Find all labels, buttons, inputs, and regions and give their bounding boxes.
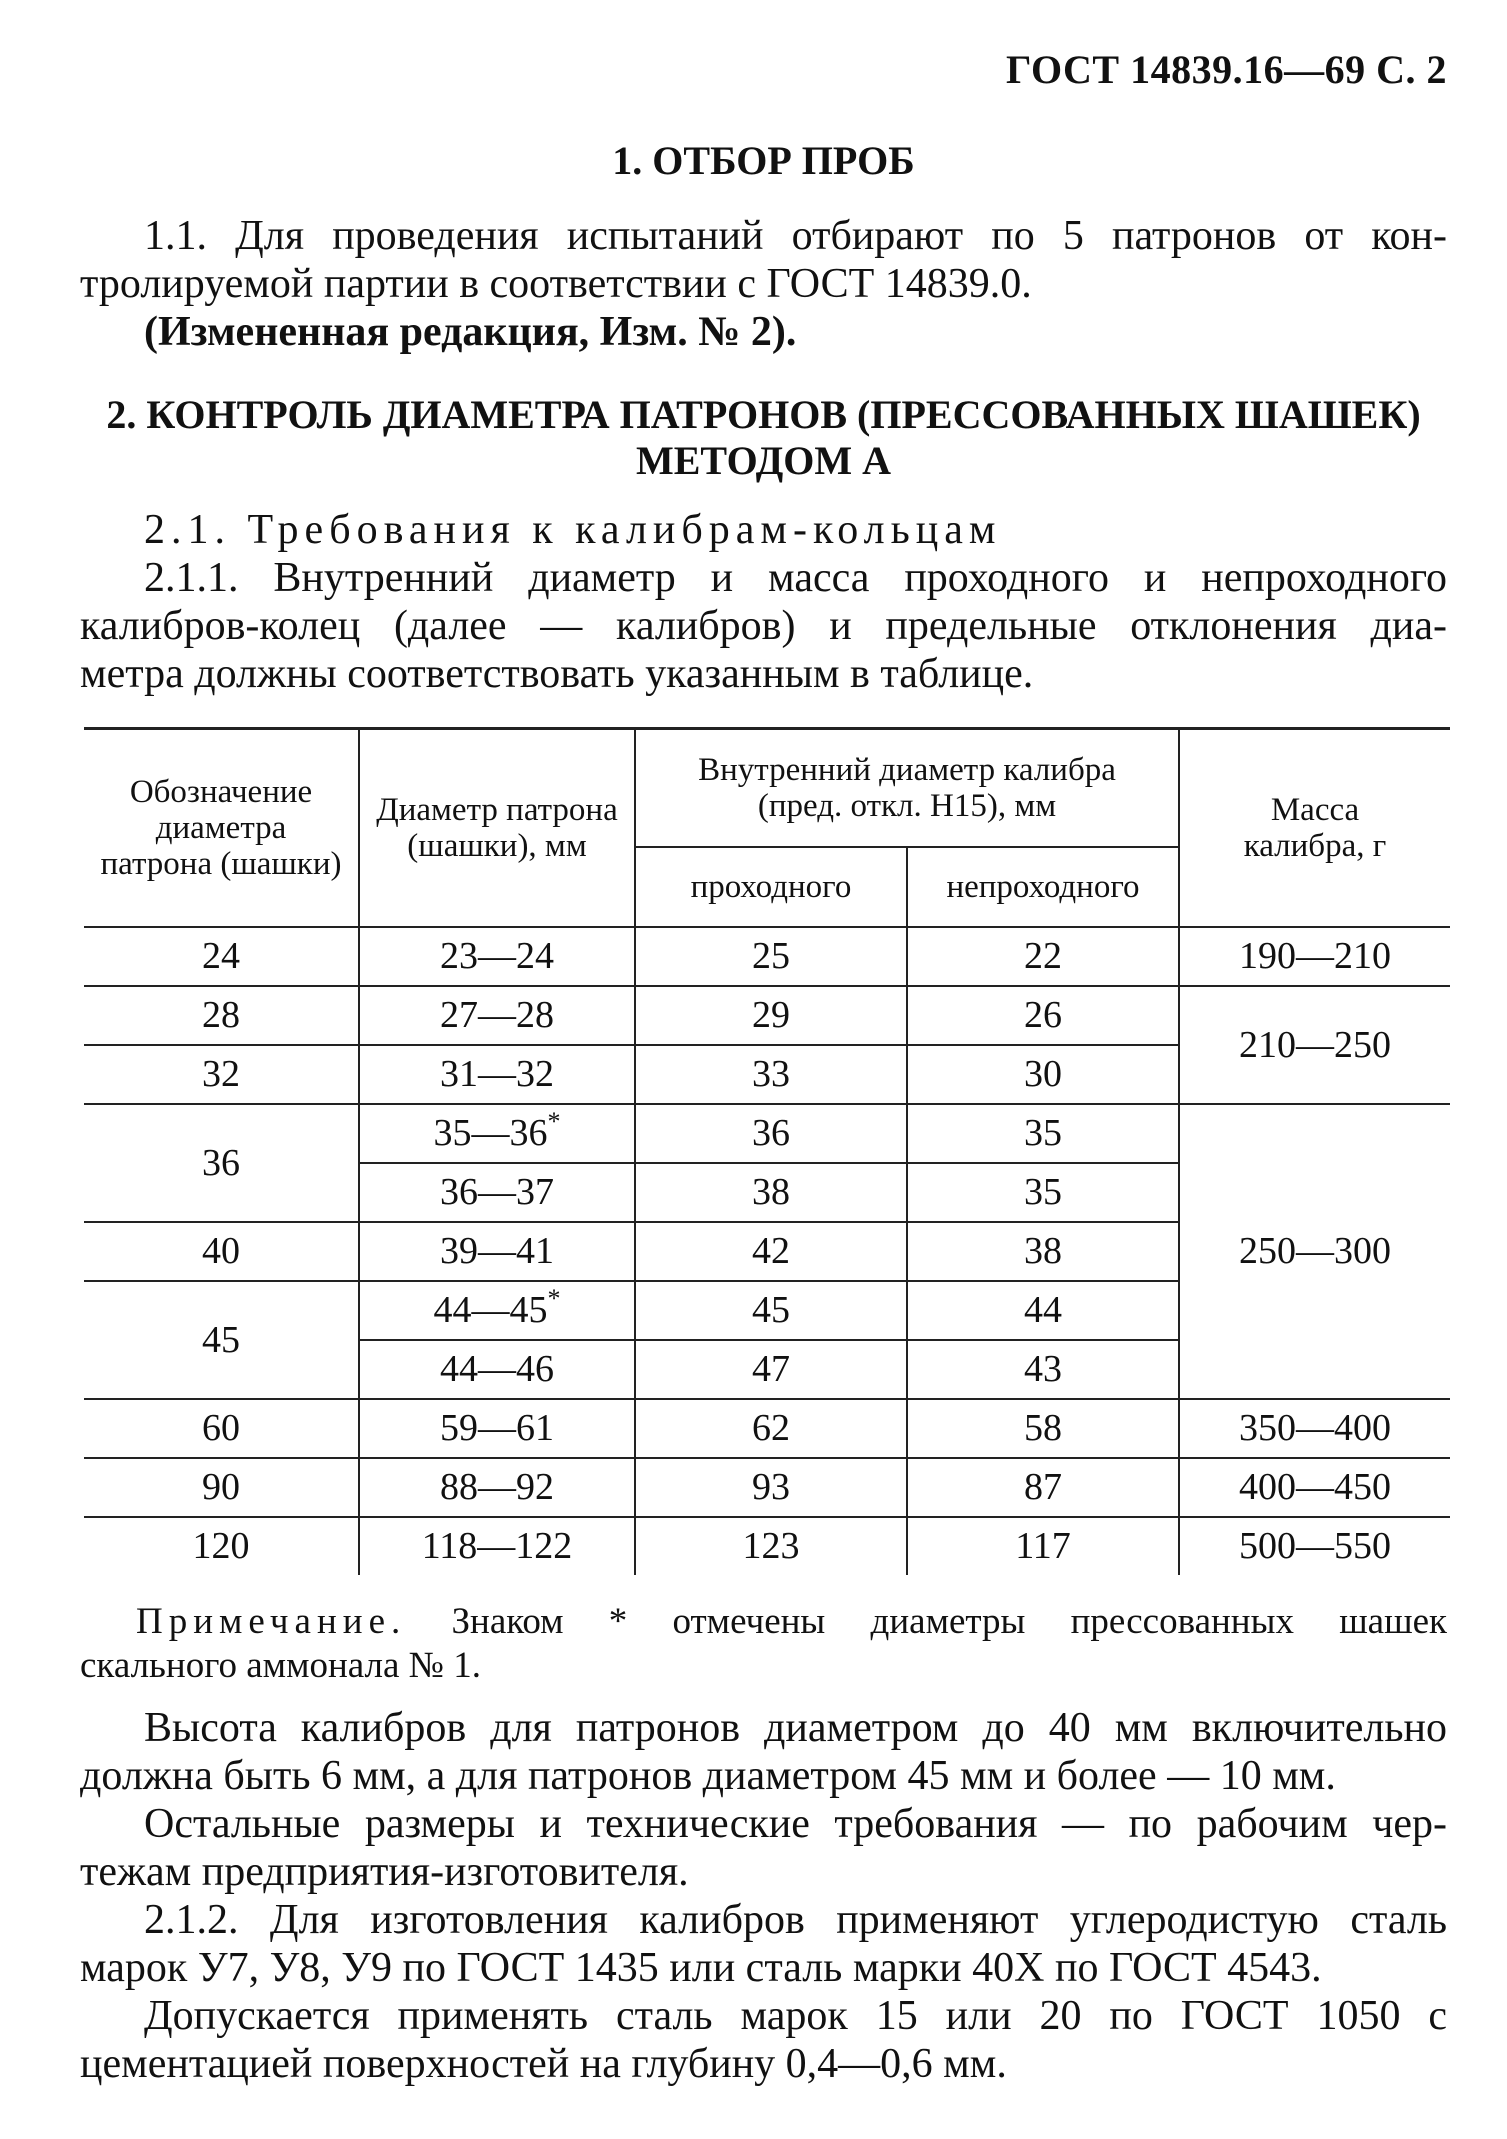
pressed-charge-marker: *: [547, 1107, 561, 1136]
cell-no-go: 35: [907, 1163, 1179, 1222]
cell-mass: 400—450: [1179, 1458, 1450, 1517]
note-line-1: [80, 1600, 1447, 1644]
paragraph-height: [80, 1704, 1447, 1800]
header-mass: Масса калибра, г: [1179, 729, 1450, 927]
cell-diameter: 23—24: [359, 927, 635, 986]
paragraph-line: калибров-колец (далее — калибров) и предельные отклонения диа-: [80, 603, 1447, 649]
paragraph-line: цементацией поверхностей на глубину 0,4—0,6 мм.: [80, 2041, 1007, 2087]
cell-diameter: 31—32: [359, 1045, 635, 1104]
cell-mass: 210—250: [1179, 986, 1450, 1104]
paragraph-line: тежам предприятия-изготовителя.: [80, 1849, 689, 1895]
cell-designation: 32: [84, 1045, 359, 1104]
cell-designation: 36: [84, 1104, 359, 1222]
cell-designation: 90: [84, 1458, 359, 1517]
cell-designation: 24: [84, 927, 359, 986]
cell-designation: 120: [84, 1517, 359, 1575]
cell-go: 29: [635, 986, 907, 1045]
subsection-heading-2-1: [80, 506, 1447, 554]
note-text: Знаком * отмечены диаметры прессованных шашек: [451, 1601, 1447, 1642]
cell-go: 36: [635, 1104, 907, 1163]
header-go: проходного: [635, 847, 907, 927]
cell-designation: 45: [84, 1281, 359, 1399]
cell-go: 42: [635, 1222, 907, 1281]
cell-no-go: 87: [907, 1458, 1179, 1517]
cell-diameter: 39—41: [359, 1222, 635, 1281]
cell-diameter: 36—37: [359, 1163, 635, 1222]
paragraph-other-dimensions: [80, 1800, 1447, 1896]
cell-mass: 250—300: [1179, 1104, 1450, 1399]
header-no-go: непроходного: [907, 847, 1179, 927]
cell-diameter: 118—122: [359, 1517, 635, 1575]
paragraph-line: Высота калибров для патронов диаметром до 40 мм включительно: [144, 1705, 1447, 1751]
cell-no-go: 43: [907, 1340, 1179, 1399]
section-2-title-line-1: 2. КОНТРОЛЬ ДИАМЕТРА ПАТРОНОВ (ПРЕССОВАННЫХ ШАШЕК): [106, 392, 1421, 437]
paragraph-line: 2.1.1. Внутренний диаметр и масса проходного и непроходного: [144, 555, 1447, 601]
header-designation: Обозначение диаметра патрона (шашки): [84, 729, 359, 927]
cell-go: 123: [635, 1517, 907, 1575]
cell-no-go: 58: [907, 1399, 1179, 1458]
cell-diameter: 59—61: [359, 1399, 635, 1458]
cell-diameter: 44—46: [359, 1340, 635, 1399]
diameter-value: 35—36: [433, 1112, 548, 1154]
table-note: [80, 1600, 1447, 1688]
cell-designation: 60: [84, 1399, 359, 1458]
cell-diameter: 88—92: [359, 1458, 635, 1517]
amendment-note: (Измененная редакция, Изм. № 2).: [144, 309, 797, 355]
paragraph-line: тролируемой партии в соответствии с ГОСТ 14839.0.: [80, 261, 1032, 307]
section-1-title: 1. ОТБОР ПРОБ: [612, 138, 915, 183]
document-reference: ГОСТ 14839.16—69 С. 2: [1005, 47, 1447, 92]
cell-mass: 190—210: [1179, 927, 1450, 986]
paragraph-2-1-1: [80, 554, 1447, 698]
cell-no-go: 117: [907, 1517, 1179, 1575]
header-inner-diameter: Внутренний диаметр калибра (пред. откл. H15), мм: [635, 729, 1179, 847]
pressed-charge-marker: *: [547, 1284, 561, 1313]
cell-designation: 40: [84, 1222, 359, 1281]
paragraph-allowed-steel: [80, 1992, 1447, 2088]
cell-no-go: 35: [907, 1104, 1179, 1163]
note-line-2: скального аммонала № 1.: [80, 1645, 481, 1686]
note-label: Примечание.: [136, 1601, 407, 1642]
cell-go: 38: [635, 1163, 907, 1222]
diameter-value: 44—45: [433, 1289, 548, 1331]
cell-designation: 28: [84, 986, 359, 1045]
section-2-title-line-2: МЕТОДОМ А: [636, 438, 891, 483]
cell-go: 62: [635, 1399, 907, 1458]
paragraph-2-1-2: [80, 1896, 1447, 1992]
paragraph-line: должна быть 6 мм, а для патронов диаметром 45 мм и более — 10 мм.: [80, 1753, 1336, 1799]
paragraph-line: метра должны соответствовать указанным в таблице.: [80, 651, 1034, 697]
cell-go: 93: [635, 1458, 907, 1517]
cell-no-go: 44: [907, 1281, 1179, 1340]
cell-mass: 350—400: [1179, 1399, 1450, 1458]
cell-diameter: 27—28: [359, 986, 635, 1045]
cell-no-go: 30: [907, 1045, 1179, 1104]
cell-no-go: 26: [907, 986, 1179, 1045]
cell-diameter: [359, 1104, 635, 1163]
paragraph-line: марок У7, У8, У9 по ГОСТ 1435 или сталь марки 40Х по ГОСТ 4543.: [80, 1945, 1322, 1991]
cell-go: 47: [635, 1340, 907, 1399]
paragraph-line: Допускается применять сталь марок 15 или 20 по ГОСТ 1050 с: [144, 1993, 1447, 2039]
cell-go: 33: [635, 1045, 907, 1104]
cell-diameter: [359, 1281, 635, 1340]
paragraph-1-1: [80, 212, 1447, 356]
paragraph-line: Остальные размеры и технические требования — по рабочим чер-: [144, 1801, 1447, 1847]
subsection-heading: 2.1. Требования к калибрам-кольцам: [144, 507, 1002, 553]
cell-no-go: 38: [907, 1222, 1179, 1281]
calibre-table: [84, 727, 1450, 1575]
paragraph-line: 1.1. Для проведения испытаний отбирают по 5 патронов от кон-: [144, 213, 1447, 259]
paragraph-line: 2.1.2. Для изготовления калибров применяют углеродистую сталь: [144, 1897, 1447, 1943]
cell-go: 45: [635, 1281, 907, 1340]
cell-go: 25: [635, 927, 907, 986]
header-cartridge-diameter: Диаметр патрона (шашки), мм: [359, 729, 635, 927]
cell-mass: 500—550: [1179, 1517, 1450, 1575]
section-2-title: [80, 392, 1447, 484]
cell-no-go: 22: [907, 927, 1179, 986]
